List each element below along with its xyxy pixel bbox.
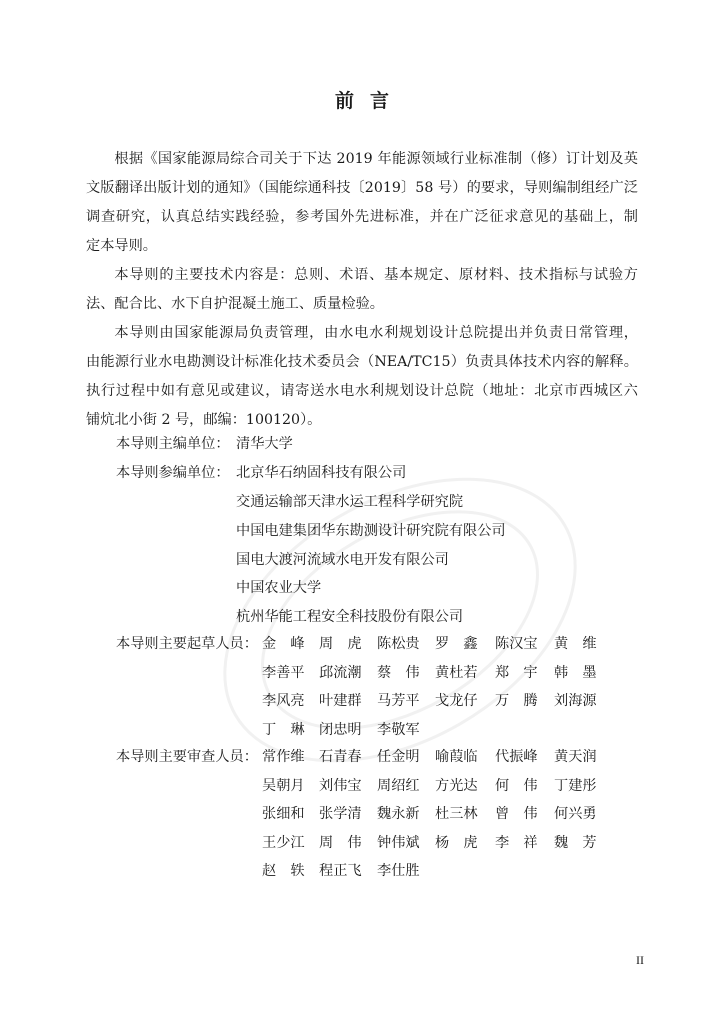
reviewers-label: 本导则主要审查人员： (116, 749, 258, 765)
paragraph-line: 法、配合比、水下自护混凝土施工、质量检验。 (86, 296, 384, 312)
person-name: 任金明 (377, 749, 420, 765)
person-name: 赵 轶 (262, 863, 305, 880)
person-name: 周 伟 (319, 834, 362, 851)
person-name: 王少江 (262, 834, 305, 851)
person-name: 常作维 (262, 749, 305, 765)
person-name: 黄 维 (554, 636, 597, 652)
person-name: 李敬军 (377, 721, 420, 738)
person-name: 陈松贵 (377, 636, 420, 652)
preface-paragraph (86, 261, 638, 319)
person-name: 邱流潮 (319, 664, 362, 681)
person-name: 何 伟 (495, 777, 538, 794)
person-name: 张细和 (262, 806, 305, 823)
paragraph-line: 根据《国家能源局综合司关于下达 2019 年能源领域行业标准制（修）订计划及英 (114, 151, 638, 167)
person-name: 丁建彤 (554, 777, 597, 794)
person-name: 万 腾 (495, 693, 538, 710)
paragraph-line: 铺炕北小街 2 号，邮编：100120）。 (86, 412, 322, 428)
participating-unit: 中国电建集团华东勘测设计研究院有限公司 (236, 523, 506, 539)
person-name: 李善平 (262, 664, 305, 681)
preface-paragraph (86, 319, 638, 435)
person-name: 黄杜若 (435, 664, 478, 681)
person-name: 喻葭临 (435, 749, 478, 765)
person-name: 黄天润 (554, 749, 597, 765)
person-name: 魏永新 (377, 806, 420, 823)
paragraph-line: 本导则由国家能源局负责管理，由水电水利规划设计总院提出并负责日常管理， (114, 325, 638, 341)
participating-unit: 中国农业大学 (236, 580, 322, 596)
paragraph-line: 定本导则。 (86, 238, 157, 254)
person-name: 闭忠明 (319, 721, 362, 738)
person-name: 何兴勇 (554, 806, 597, 823)
person-name: 杜三林 (435, 806, 478, 823)
person-name: 程正飞 (319, 863, 362, 880)
drafters-label: 本导则主要起草人员： (116, 636, 258, 652)
page-number: II (636, 953, 644, 967)
participating-unit: 北京华石纳固科技有限公司 (236, 465, 407, 481)
participating-unit: 交通运输部天津水运工程科学研究院 (236, 494, 464, 510)
participating-unit: 杭州华能工程安全科技股份有限公司 (236, 609, 464, 625)
person-name: 刘海源 (554, 693, 597, 710)
person-name: 罗 鑫 (435, 636, 478, 652)
person-name: 刘伟宝 (319, 777, 362, 794)
paragraph-line: 文版翻译出版计划的通知》（国能综通科技〔2019〕58 号）的要求，导则编制组经广泛 (86, 180, 638, 196)
person-name: 李风亮 (262, 693, 305, 710)
person-name: 叶建群 (319, 693, 362, 710)
preface-body (86, 145, 638, 435)
person-name: 曾 伟 (495, 806, 538, 823)
person-name: 李仕胜 (377, 863, 420, 880)
person-name: 郑 宇 (495, 664, 538, 681)
person-name: 方光达 (435, 777, 478, 794)
participating-unit: 国电大渡河流域水电开发有限公司 (236, 552, 449, 568)
paragraph-line: 由能源行业水电勘测设计标准化技术委员会（NEA/TC15）负责具体技术内容的解释。 (86, 354, 638, 370)
page-title: 前言 (334, 90, 405, 112)
person-name: 张学清 (319, 806, 362, 823)
person-name: 周 虎 (319, 636, 362, 652)
person-name: 金 峰 (262, 636, 305, 652)
participating-label: 本导则参编单位： (116, 465, 230, 481)
person-name: 陈汉宝 (495, 636, 538, 652)
paragraph-line: 本导则的主要技术内容是：总则、术语、基本规定、原材料、技术指标与试验方 (114, 267, 638, 283)
person-name: 杨 虎 (435, 834, 478, 851)
person-name: 丁 琳 (262, 721, 305, 738)
person-name: 李 祥 (495, 834, 538, 851)
person-name: 蔡 伟 (377, 664, 420, 681)
person-name: 马芳平 (377, 693, 420, 710)
chief-unit: 清华大学 (236, 436, 293, 452)
person-name: 代振峰 (495, 749, 538, 765)
person-name: 石青春 (319, 749, 362, 765)
person-name: 韩 墨 (554, 664, 597, 681)
preface-paragraph (86, 145, 638, 261)
person-name: 魏 芳 (554, 834, 597, 851)
person-name: 周绍红 (377, 777, 420, 794)
paragraph-line: 调查研究，认真总结实践经验，参考国外先进标准，并在广泛征求意见的基础上，制 (86, 209, 638, 225)
person-name: 钟伟斌 (377, 834, 420, 851)
person-name: 戈龙仔 (435, 693, 478, 710)
person-name: 吴朝月 (262, 777, 305, 794)
chief-unit-label: 本导则主编单位： (116, 436, 230, 452)
paragraph-line: 执行过程中如有意见或建议，请寄送水电水利规划设计总院（地址：北京市西城区六 (86, 383, 638, 399)
